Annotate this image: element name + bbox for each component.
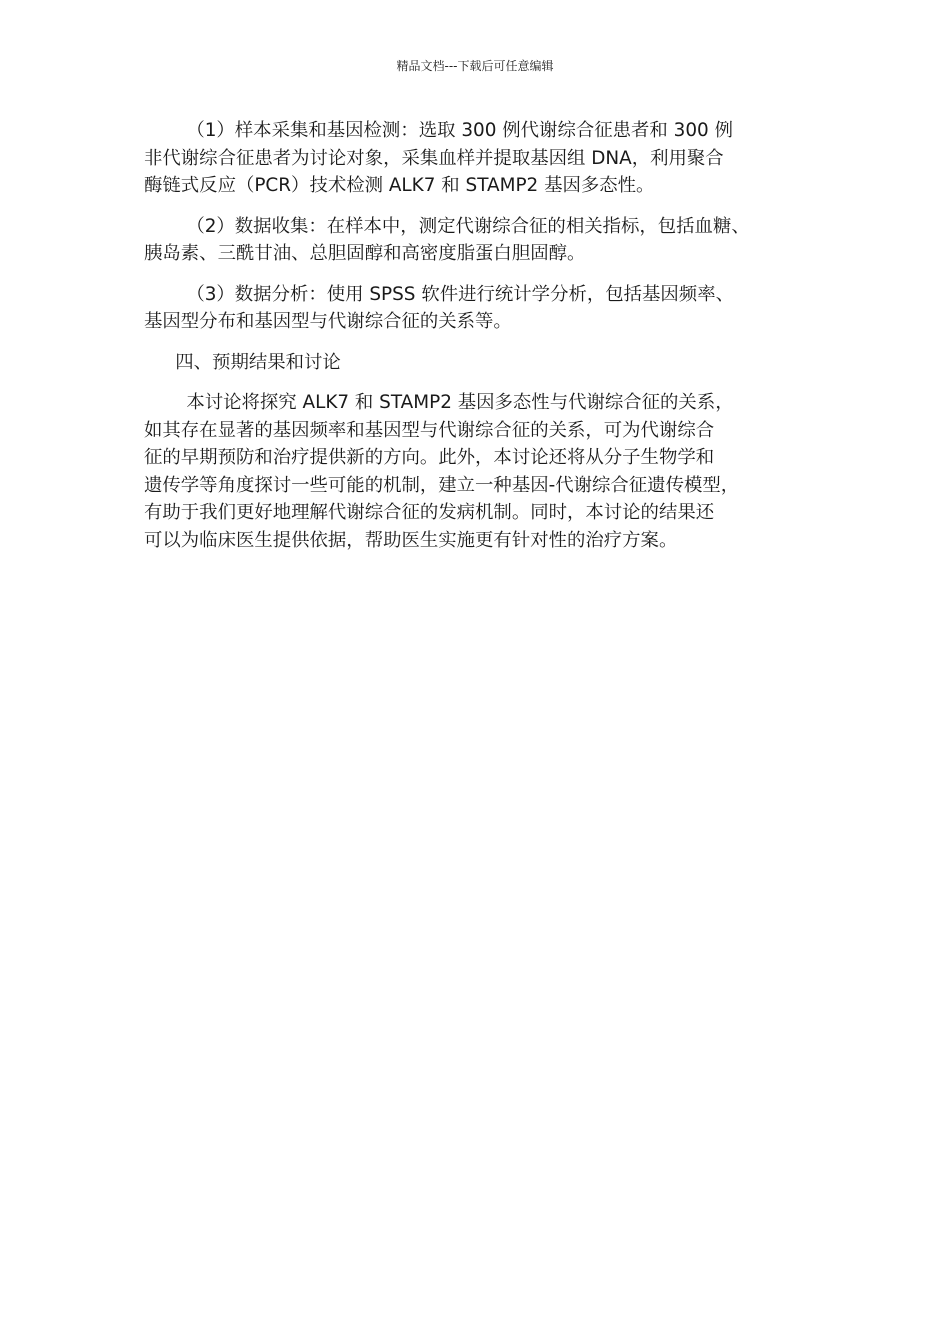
paragraph-sample-collection <box>144 117 824 200</box>
paragraph-line: 胰岛素、三酰甘油、总胆固醇和高密度脂蛋白胆固醇。 <box>144 243 586 264</box>
paragraph-line: 非代谢综合征患者为讨论对象，采集血样并提取基因组 DNA，利用聚合 <box>144 147 724 169</box>
page-header: 精品文档---下载后可任意编辑 <box>396 59 554 73</box>
section-heading <box>144 349 824 377</box>
paragraph-line: （2）数据收集：在样本中，测定代谢综合征的相关指标，包括血糖、 <box>186 215 750 237</box>
paragraph-line: 本讨论将探究 ALK7 和 STAMP2 基因多态性与代谢综合征的关系， <box>186 392 734 413</box>
paragraph-line: 可以为临床医生提供依据，帮助医生实施更有针对性的治疗方案。 <box>144 529 678 551</box>
paragraph-line: （3）数据分析：使用 SPSS 软件进行统计学分析，包括基因频率、 <box>186 283 734 305</box>
paragraph-line: （1）样本采集和基因检测：选取 300 例代谢综合征患者和 300 例 <box>186 120 733 141</box>
paragraph-line: 酶链式反应（PCR）技术检测 ALK7 和 STAMP2 基因多态性。 <box>144 175 655 196</box>
paragraph-line: 基因型分布和基因型与代谢综合征的关系等。 <box>144 311 512 332</box>
paragraph-line: 遗传学等角度探讨一些可能的机制，建立一种基因-代谢综合征遗传模型， <box>144 474 740 496</box>
paragraph-expected-results <box>144 389 824 554</box>
heading-text: 四、预期结果和讨论 <box>175 351 341 373</box>
document-body <box>144 117 824 554</box>
paragraph-data-analysis <box>144 281 824 336</box>
paragraph-line: 有助于我们更好地理解代谢综合征的发病机制。同时，本讨论的结果还 <box>144 502 715 523</box>
paragraph-line: 征的早期预防和治疗提供新的方向。此外，本讨论还将从分子生物学和 <box>144 447 715 468</box>
paragraph-line: 如其存在显著的基因频率和基因型与代谢综合征的关系，可为代谢综合 <box>144 419 715 441</box>
paragraph-data-collection <box>144 213 824 268</box>
